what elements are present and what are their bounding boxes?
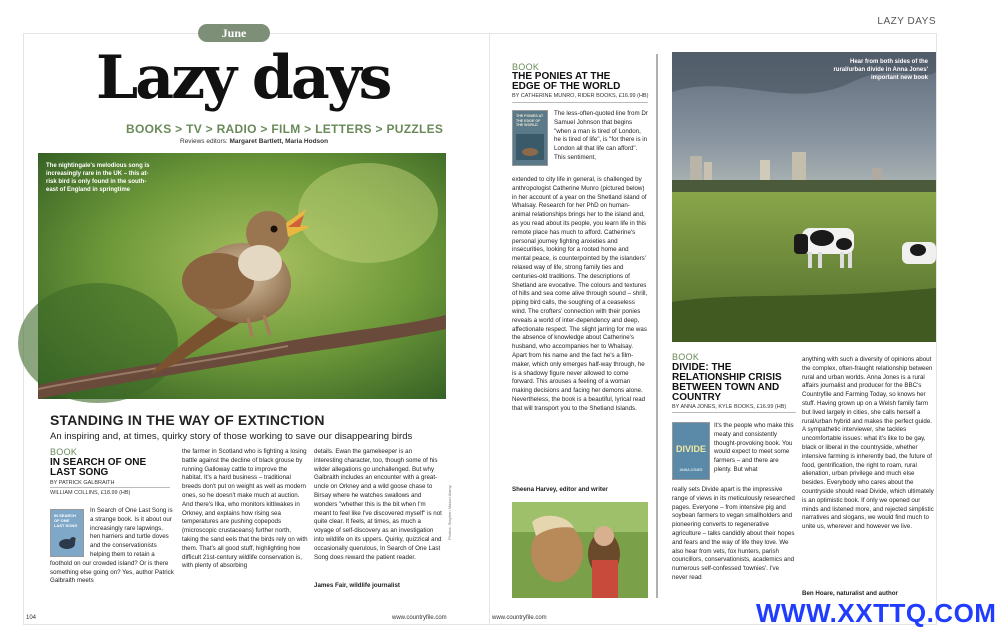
page-title: Lazy days xyxy=(96,43,390,113)
book3-column2: anything with such a diversity of opinions about the complex, often-fraught relationship between rural and urban worlds. Anna Jones is a rural affairs journalist and producer for the BBC's Countryfile and Farming Today, so knows her stuff. Having grown up on a Welsh family farm but lived largely in cities, she calls herself a rural/urban hybrid and makes the perfect guide. A sympathetic interviewer, she tackles uncomfortable issues: what it's like to be gay, black or liberal in the countryside, whether intensive farming is inherently bad, the future of food, gentrification, the right to roam, rural alienation, urban privilege and much else besides. Everybody who cares about the countryside should read Divide, which ultimately is an optimistic book. If only we opened our minds and listened more, and rejected simplistic narratives and slogans, we would find much to unite us, wherever and however we live. xyxy=(802,356,934,531)
feature-headline: STANDING IN THE WAY OF EXTINCTION xyxy=(50,412,325,428)
editors-line: Reviews editors: Margaret Bartlett, Maria Hodson xyxy=(180,138,329,145)
divider xyxy=(512,102,648,103)
book1-label: BOOK xyxy=(50,447,78,457)
rural-urban-photo xyxy=(672,52,936,342)
divider xyxy=(50,487,170,488)
pony-woman-illustration xyxy=(512,502,648,598)
book3-column1: really sets Divide apart is the impressive range of views in its meticulously researched pages. Everyone – from intensive pig and soybean farmers to vegan smallholders and pioneering converts to regenerative agriculture – talks candidly about their hopes and fears and the way of life they love. We also hear from vets, fox hunters, parish councillors, conservationists, academics and numerous self-confessed 'townies'. I've never read xyxy=(672,486,795,581)
column-divider xyxy=(656,54,658,598)
category-nav: BOOKS > TV > RADIO > FILM > LETTERS > PUZZLES xyxy=(126,122,444,136)
book2-title: THE PONIES AT THE EDGE OF THE WORLD xyxy=(512,71,621,92)
book3-reviewer: Ben Hoare, naturalist and author xyxy=(802,590,898,597)
site-url-right: www.countryfile.com xyxy=(492,615,547,621)
book3-byline: BY ANNA JONES, KYLE BOOKS, £16.99 (HB) xyxy=(672,404,787,410)
month-badge: June xyxy=(198,24,270,42)
photo-credit: Photos: Stephen Mason Alamy xyxy=(447,485,452,540)
book3-label: BOOK xyxy=(672,352,700,362)
feature-subhead: An inspiring and, at times, quirky story of those working to save our disappearing birds xyxy=(50,431,413,442)
book3-title: DIVIDE: THE RELATIONSHIP CRISIS BETWEEN TOWN AND COUNTRY xyxy=(672,362,782,403)
running-head: LAZY DAYS xyxy=(877,16,936,27)
divider xyxy=(672,412,796,413)
book1-column2: the farmer in Scotland who is fighting a losing battle against the decline of black grouse by running Galloway cattle to improve the habitat. It's a hard business – traditional breeds don't put on weight as well as modern ones, so he doesn't make much at auction. And there's Ilka, who monitors kittiwakes in Orkney, and explains how rising sea temperatures are pushing copepods (microscopic crustaceans) further north, taking the sand eels that the birds rely on with them. That's all good stuff, highlighting how difficult 21st-century wildlife conservation is, with plenty of absorbing xyxy=(182,448,308,570)
book2-cover-text: THE PONIES AT THE EDGE OF THE WORLD xyxy=(516,114,544,127)
book1-reviewer: James Fair, wildlife journalist xyxy=(314,582,400,589)
book1-column1 xyxy=(50,507,174,617)
book1-byline2: WILLIAM COLLINS, £18.99 (HB) xyxy=(50,490,131,496)
book2-cover xyxy=(512,110,548,166)
pony-icon xyxy=(516,134,544,160)
book2-body: extended to city life in general, is challenged by anthropologist Catherine Munro (pictured below) in her account of a year on the Shetland island of Whalsay. Research for her PhD on human-animal relationships brings her to the island and, as you read about its people, you learn life in this remote place has much to afford. Catherine's personal journey fighting anxieties and insecurities, looking for a rooted home and mental peace, is counterpointed by the islanders' relaxed way of life, strong family ties and centuries-old traditions. The descriptions of Shetland are evocative. The colours and textures of hills and sea come alive through sound – shrill, piping bird calls, the soughing of a ceaseless wind. The crofters' connection with their ponies reveals a world of inter-dependency and deep, affectionate respect. The slight jarring for me was the absence of knowledge about Catherine's husband, who accompanies her to Whalsay. Apart from his name and the fact he's a film-maker, which only emerges half-way through, he is a shadowy figure never allowed to come forward. This arouses a feeling of a woman making decisions and facing her demons alone. Nevertheless, the book is a beautiful, lyrical read that will transport you to the Shetland Islands. xyxy=(512,176,648,412)
book3-cover-title: DIVIDE xyxy=(676,444,707,454)
book3-intro: It's the people who make this meaty and consistently thought-provoking book. You would expect to meet some farmers – and there are plenty. But what xyxy=(714,422,794,473)
rural-urban-illustration xyxy=(672,52,936,342)
pony-photo xyxy=(512,502,648,598)
nightingale-photo xyxy=(38,153,446,399)
bird-caption: The nightingale's melodious song is increasingly rare in the UK – this at-risk bird is only found in the south-east of England in springtime xyxy=(46,163,150,193)
book2-byline: BY CATHERINE MUNRO, RIDER BOOKS, £16.99 (HB) xyxy=(512,93,649,99)
cow-2 xyxy=(902,242,936,264)
book2-intro: The less-often-quoted line from Dr Samuel Johnson that begins "when a man is tired of London, he is tired of life", is "for there is in London all that life can afford". This sentiment, xyxy=(554,110,648,161)
book3-cover-author: ANNA JONES xyxy=(679,468,703,472)
book1-cover-space xyxy=(50,507,90,557)
book1-cover-text: IN SEARCH OF ONE LAST SONG xyxy=(54,513,78,528)
book1-byline1: BY PATRICK GALBRAITH xyxy=(50,480,115,486)
book1-column1-text: In Search of One Last Song is a strange book. Is it about our increasingly rare lapwings, hen harriers and turtle doves and the conservationists helping them to retain a foothold on our crowded island? Or is there something else going on? Yes, author Patrick Galbraith meets xyxy=(50,507,174,585)
book3-cover xyxy=(672,422,710,480)
page-number: 104 xyxy=(26,615,37,621)
watermark: WWW.XXTTQ.COM xyxy=(756,598,996,628)
book1-column3: details. Ewan the gamekeeper is an interesting character, too, though some of his wilder allegations go unchallenged. But why Galbraith includes an encounter with a great-uncle on Orkney and a wild goose chase to Birsay where he watches swallows and wonders "whether this is the bit when I'm meant to feel like I've discovered myself" is not quite clear. It feels, at times, as much a voyage of self-discovery as an investigation into wildlife on its uppers. Quirky, quizzical and occasionally querulous, In Search of One Last Song does reward the patient reader. xyxy=(314,448,442,561)
land-caption: Hear from both sides of the rural/urban divide in Anna Jones' important new book xyxy=(833,59,928,81)
book2-label: BOOK xyxy=(512,62,540,72)
book2-reviewer: Sheena Harvey, editor and writer xyxy=(512,486,608,493)
book1-title: IN SEARCH OF ONE LAST SONG xyxy=(50,457,147,478)
site-url-left: www.countryfile.com xyxy=(392,615,447,621)
